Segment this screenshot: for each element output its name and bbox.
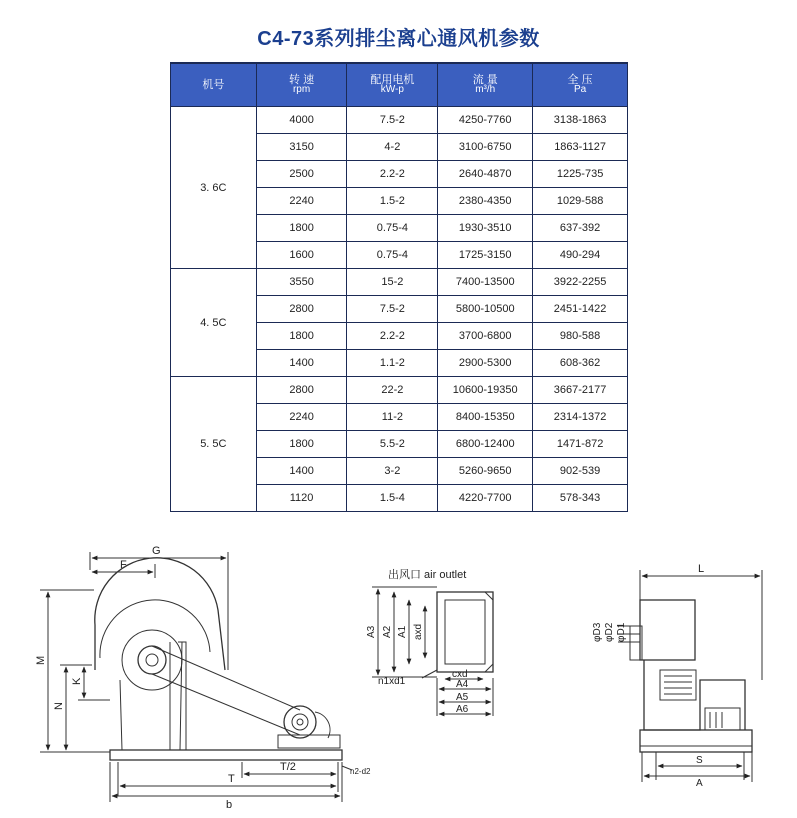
pressure-cell: 637-392 xyxy=(533,215,628,242)
technical-drawings xyxy=(0,530,797,818)
header-motor: 配用电机 kW-p xyxy=(347,63,438,107)
dim-label-A3: A3 xyxy=(366,625,377,638)
header-pressure: 全 压 Pa xyxy=(533,63,628,107)
pressure-cell: 3922-2255 xyxy=(533,269,628,296)
flow-cell: 6800-12400 xyxy=(438,431,533,458)
flow-cell: 4250-7760 xyxy=(438,107,533,134)
pressure-cell: 490-294 xyxy=(533,242,628,269)
flow-cell: 1930-3510 xyxy=(438,215,533,242)
motor-cell: 0.75-4 xyxy=(347,215,438,242)
flow-cell: 2640-4870 xyxy=(438,161,533,188)
dim-label-A2: A2 xyxy=(382,625,393,638)
pressure-cell: 980-588 xyxy=(533,323,628,350)
fan-side-view-drawing xyxy=(40,552,352,802)
dim-label-cxd: cxd xyxy=(452,669,468,680)
flow-cell: 3100-6750 xyxy=(438,134,533,161)
speed-cell: 3150 xyxy=(256,134,347,161)
flow-cell: 5260-9650 xyxy=(438,458,533,485)
motor-cell: 15-2 xyxy=(347,269,438,296)
dim-label-F: F xyxy=(120,559,127,571)
speed-cell: 1400 xyxy=(256,350,347,377)
flow-cell: 10600-19350 xyxy=(438,377,533,404)
spec-table xyxy=(170,62,628,512)
pressure-cell: 2314-1372 xyxy=(533,404,628,431)
pressure-cell: 1863-1127 xyxy=(533,134,628,161)
dim-label-A1: A1 xyxy=(397,625,408,638)
air-outlet-drawing xyxy=(372,587,493,716)
table-row xyxy=(171,107,628,134)
flow-cell: 8400-15350 xyxy=(438,404,533,431)
motor-cell: 1.5-2 xyxy=(347,188,438,215)
dim-label-axd: axd xyxy=(413,623,424,640)
motor-cell: 11-2 xyxy=(347,404,438,431)
speed-cell: 2240 xyxy=(256,404,347,431)
motor-cell: 4-2 xyxy=(347,134,438,161)
speed-cell: 4000 xyxy=(256,107,347,134)
dim-label-S: S xyxy=(696,755,703,766)
dim-label-hole: n2-d2 xyxy=(350,767,371,776)
page-title: C4-73系列排尘离心通风机参数 xyxy=(257,28,540,50)
dim-label-b: b xyxy=(226,799,233,811)
motor-cell: 2.2-2 xyxy=(347,161,438,188)
dim-label-L: L xyxy=(698,563,705,575)
speed-cell: 1800 xyxy=(256,431,347,458)
pressure-cell: 3138-1863 xyxy=(533,107,628,134)
model-cell: 5. 5C xyxy=(171,377,257,512)
speed-cell: 2500 xyxy=(256,161,347,188)
dim-label-T: T xyxy=(228,773,235,785)
speed-cell: 2800 xyxy=(256,296,347,323)
dim-label-n1xd1: n1xd1 xyxy=(378,676,406,687)
table-body xyxy=(171,107,628,512)
pressure-cell: 608-362 xyxy=(533,350,628,377)
flow-cell: 2380-4350 xyxy=(438,188,533,215)
flow-cell: 7400-13500 xyxy=(438,269,533,296)
speed-cell: 1600 xyxy=(256,242,347,269)
speed-cell: 1800 xyxy=(256,215,347,242)
motor-cell: 22-2 xyxy=(347,377,438,404)
flow-cell: 2900-5300 xyxy=(438,350,533,377)
speed-cell: 1120 xyxy=(256,485,347,512)
speed-cell: 3550 xyxy=(256,269,347,296)
pressure-cell: 2451-1422 xyxy=(533,296,628,323)
fan-front-view-drawing xyxy=(618,570,762,782)
dim-label-A6: A6 xyxy=(456,704,469,715)
motor-cell: 7.5-2 xyxy=(347,296,438,323)
flow-cell: 1725-3150 xyxy=(438,242,533,269)
flow-cell: 4220-7700 xyxy=(438,485,533,512)
dim-label-N: N xyxy=(53,702,65,710)
table-row xyxy=(171,269,628,296)
flow-cell: 5800-10500 xyxy=(438,296,533,323)
motor-cell: 7.5-2 xyxy=(347,107,438,134)
table-header-row xyxy=(171,63,628,107)
header-model: 机号 xyxy=(171,63,257,107)
dim-label-A4: A4 xyxy=(456,679,469,690)
dim-label-D2: φD2 xyxy=(604,622,615,642)
pressure-cell: 1225-735 xyxy=(533,161,628,188)
model-cell: 3. 6C xyxy=(171,107,257,269)
table-row xyxy=(171,377,628,404)
dim-label-T-half: T/2 xyxy=(280,761,296,773)
dim-label-K: K xyxy=(71,677,83,685)
motor-cell: 0.75-4 xyxy=(347,242,438,269)
dim-label-A5: A5 xyxy=(456,692,469,703)
dim-label-G: G xyxy=(152,545,161,557)
dim-label-D3: φD3 xyxy=(592,622,603,642)
pressure-cell: 1471-872 xyxy=(533,431,628,458)
dim-label-M: M xyxy=(35,655,47,665)
flow-cell: 3700-6800 xyxy=(438,323,533,350)
speed-cell: 2240 xyxy=(256,188,347,215)
outlet-label: 出风口 air outlet xyxy=(388,569,467,581)
motor-cell: 2.2-2 xyxy=(347,323,438,350)
header-flow: 流 量 m³/h xyxy=(438,63,533,107)
header-speed: 转 速 rpm xyxy=(256,63,347,107)
motor-cell: 1.5-4 xyxy=(347,485,438,512)
speed-cell: 1800 xyxy=(256,323,347,350)
motor-cell: 5.5-2 xyxy=(347,431,438,458)
motor-cell: 3-2 xyxy=(347,458,438,485)
model-cell: 4. 5C xyxy=(171,269,257,377)
pressure-cell: 1029-588 xyxy=(533,188,628,215)
motor-cell: 1.1-2 xyxy=(347,350,438,377)
pressure-cell: 578-343 xyxy=(533,485,628,512)
dim-label-D1: φD1 xyxy=(616,622,627,642)
pressure-cell: 3667-2177 xyxy=(533,377,628,404)
speed-cell: 2800 xyxy=(256,377,347,404)
dim-label-A: A xyxy=(696,778,703,789)
speed-cell: 1400 xyxy=(256,458,347,485)
pressure-cell: 902-539 xyxy=(533,458,628,485)
